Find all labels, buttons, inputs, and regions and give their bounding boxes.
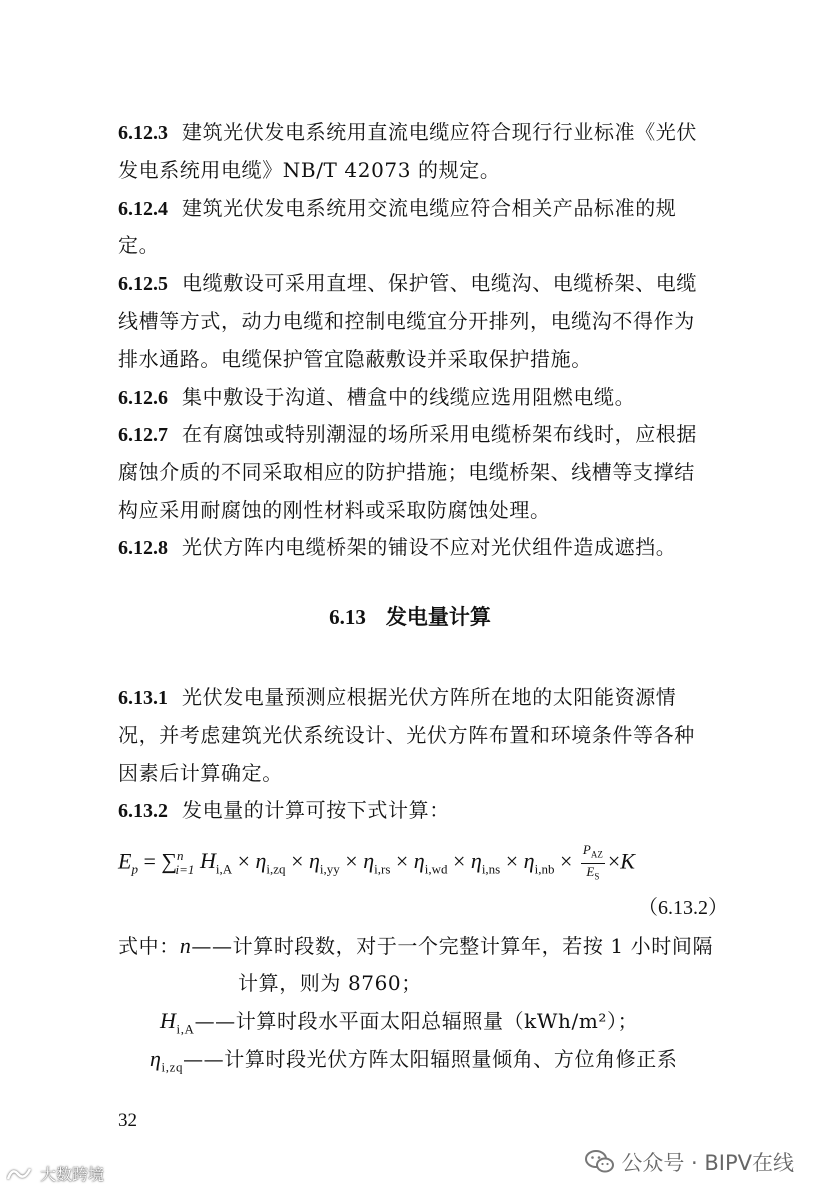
clause-6-13-1-line-3: 因素后计算确定。	[118, 761, 283, 785]
formula-term: $\eta_{i,zq}$	[255, 848, 286, 877]
formula-term: $H_{i,A}$	[199, 848, 233, 877]
brand-logo-icon	[6, 1165, 36, 1183]
equation-number: （6.13.2）	[638, 897, 728, 919]
clause-6-12-8-line-1: 6.12.8 光伏方阵内电缆桥架的铺设不应对光伏组件造成遮挡。	[118, 535, 677, 559]
clause-6-12-3-line-2: 发电系统用电缆》NB/T 42073 的规定。	[118, 158, 501, 182]
where-item-eta: $\eta_{i,zq}——$计算时段光伏方阵太阳辐照量倾角、方位角修正系	[150, 1046, 678, 1075]
clause-6-12-7-line-2: 腐蚀介质的不同采取相应的防护措施；电缆桥架、线槽等支撑结	[118, 460, 695, 484]
watermark-left: 大数跨境	[6, 1162, 104, 1185]
section-title: 6.13 发电量计算	[329, 604, 491, 629]
clause-6-12-7-line-1: 6.12.7 在有腐蚀或特别潮湿的场所采用电缆桥架布线时，应根据	[118, 422, 697, 446]
formula-fraction: $\frac{P_{AZ}}{E_S}$	[582, 842, 603, 882]
clause-6-12-4-line-1: 6.12.4 建筑光伏发电系统用交流电缆应符合相关产品标准的规	[118, 196, 677, 220]
clause-6-12-5-line-1: 6.12.5 电缆敷设可采用直埋、保护管、电缆沟、电缆桥架、电缆	[118, 271, 697, 295]
energy-formula: $E_p = \sum^n_{i=1}$ $H_{i,A} \times \eta_{i,zq} \times \eta_{i,yy} \times \eta_{i,rs} \times \eta_{i,wd} \times \eta_{i,ns} \times \eta_{i,nb}$ × $\frac{P_{AZ}}{E_S}$ ×K	[118, 836, 635, 890]
page-number: 32	[118, 1110, 137, 1131]
clause-6-12-6-line-1: 6.12.6 集中敷设于沟道、槽盒中的线缆应选用阻燃电缆。	[118, 385, 636, 409]
where-item-n: 式中：n——计算时段数，对于一个完整计算年，若按 1 小时间隔	[118, 933, 714, 958]
formula-term: $\eta_{i,nb}$	[523, 848, 555, 877]
formula-term: $\eta_{i,wd}$	[413, 848, 448, 877]
clause-6-12-3-line-1: 6.12.3 建筑光伏发电系统用直流电缆应符合现行行业标准《光伏	[118, 120, 697, 144]
clause-6-12-5-line-2: 线槽等方式，动力电缆和控制电缆宜分开排列，电缆沟不得作为	[118, 309, 695, 333]
clause-6-13-1-line-1: 6.13.1 光伏发电量预测应根据光伏方阵所在地的太阳能资源情	[118, 685, 677, 709]
formula-term: $\eta_{i,rs}$	[363, 848, 391, 877]
clause-6-12-4-line-2: 定。	[118, 233, 160, 257]
formula-term: $\eta_{i,yy}$	[308, 848, 340, 877]
formula-term: $\eta_{i,ns}$	[470, 848, 501, 877]
clause-6-12-5-line-3: 排水通路。电缆保护管宜隐蔽敷设并采取保护措施。	[118, 347, 592, 371]
wechat-icon	[585, 1149, 615, 1175]
where-item-n-line-2: 计算，则为 8760；	[238, 971, 422, 995]
clause-6-12-7-line-3: 构应采用耐腐蚀的刚性材料或采取防腐蚀处理。	[118, 498, 551, 522]
clause-6-13-2-line-1: 6.13.2 发电量的计算可按下式计算：	[118, 798, 450, 822]
clause-6-13-1-line-2: 况，并考虑建筑光伏系统设计、光伏方阵布置和环境条件等各种	[118, 723, 695, 747]
watermark-right: 公众号 · BIPV在线	[585, 1147, 794, 1177]
where-item-h: $H_{i,A}——$计算时段水平面太阳总辐照量（kWh/m²）；	[160, 1008, 639, 1037]
